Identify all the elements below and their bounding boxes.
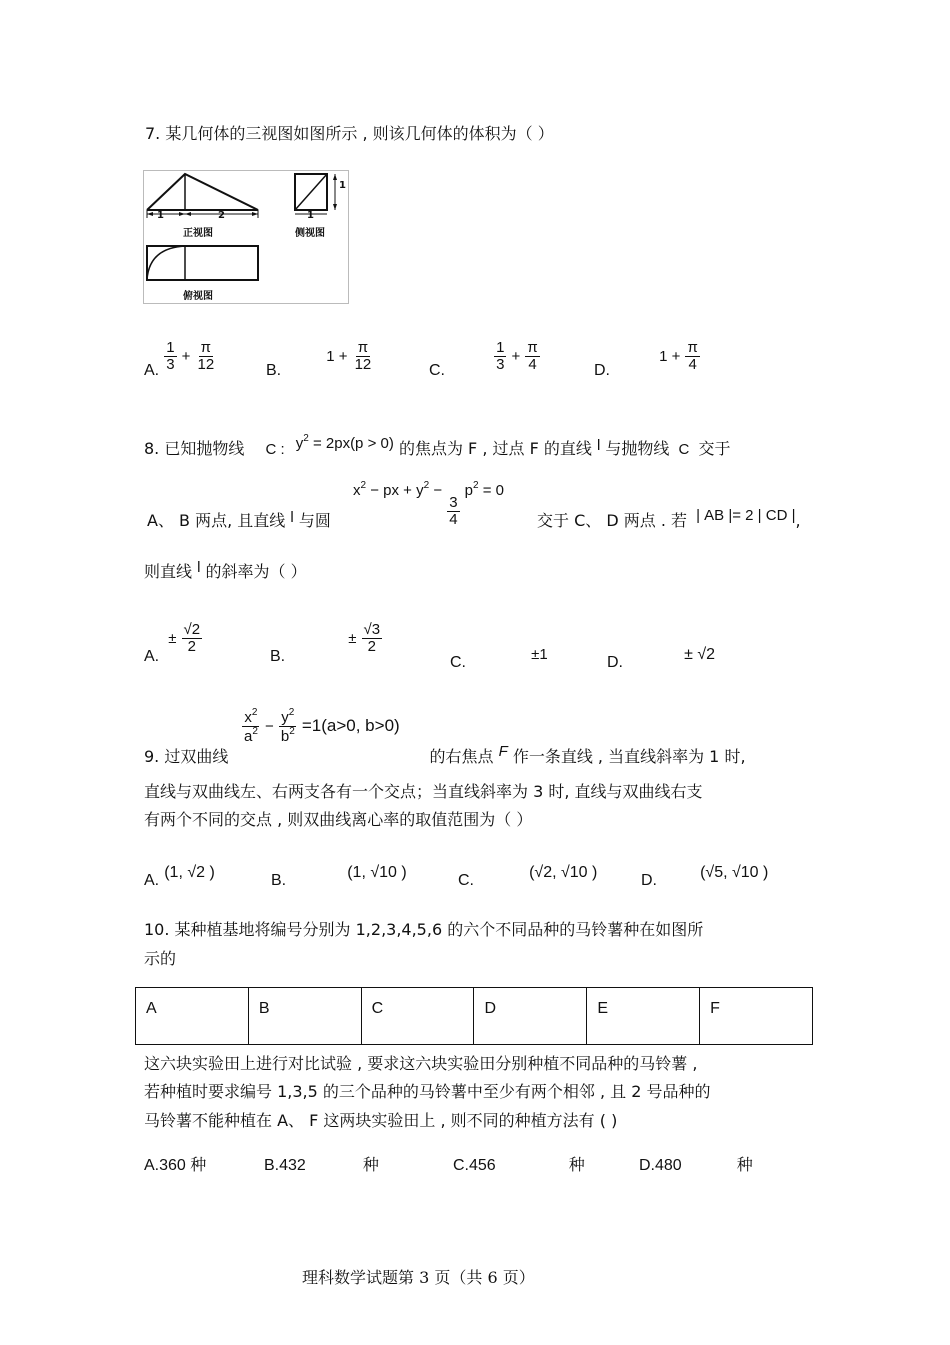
front-view-label: 正视图	[183, 228, 213, 239]
plot-cell: B	[248, 988, 361, 1045]
q7-three-view-figure	[143, 170, 349, 304]
fraction: $\frac{\pi}{12}$	[197, 339, 215, 373]
q9-option-d[interactable]: D. (√5, √10 )	[641, 864, 769, 889]
q8-option-c[interactable]: C. ±1	[450, 646, 548, 671]
plot-cell: A	[136, 988, 249, 1045]
q9-line-2: 直线与双曲线左、右两支各有一个交点；当直线斜率为 3 时, 直线与双曲线右支	[144, 782, 703, 801]
q9-line-1: 9. 过双曲线 的右焦点 F 作一条直线 , 当直线斜率为 1 时,	[144, 743, 746, 766]
plot-cell: F	[700, 988, 813, 1045]
q8-line-1: 8. 已知抛物线 C : $y^2 = 2px(p > 0)$ 的焦点为 F , 过点 F 的直线 l 与抛物线 C 交于	[144, 433, 731, 458]
q8-line-2: A、 B 两点, 且直线 l 与圆	[147, 509, 331, 530]
q10-option-b[interactable]: B.432 种	[264, 1155, 379, 1174]
q9-option-c[interactable]: C. (√2, √10 )	[458, 864, 598, 889]
front-dim-1: 1	[157, 210, 164, 221]
q10-option-c[interactable]: C.456 种	[453, 1155, 585, 1174]
q10-option-a[interactable]: A.360 种	[144, 1157, 207, 1174]
q7-option-a[interactable]: A. $\frac{1}{3}$ + $\frac{\pi}{12}$	[144, 339, 215, 379]
side-dim-height: 1	[339, 180, 346, 191]
q8-option-a[interactable]: A. ± $\frac{√2}{2}$	[144, 621, 201, 665]
table-row	[136, 988, 813, 1045]
q10-line-4: 若种植时要求编号 1,3,5 的三个品种的马铃薯中至少有两个相邻 , 且 2 号品种的	[144, 1082, 711, 1101]
q9-hyperbola-equation: $\frac{x^2}{a^2}$ − $\frac{y^2}{b^2}$ =1(a>0, b>0)	[244, 707, 400, 745]
q9-option-b[interactable]: B. (1, √10 )	[271, 864, 407, 889]
plot-cell: C	[361, 988, 474, 1045]
q10-line-5: 马铃薯不能种植在 A、 F 这两块实验田上 , 则不同的种植方法有 ( )	[144, 1111, 618, 1130]
experiment-plots-table	[135, 987, 813, 1045]
q10-option-d[interactable]: D.480 种	[639, 1155, 753, 1174]
q8-line-3: 则直线 l 的斜率为（ ）	[144, 559, 307, 581]
plot-cell: D	[474, 988, 587, 1045]
q7-option-d[interactable]: D. 1 + $\frac{\pi}{4}$	[594, 339, 698, 379]
fraction: $\frac{1}{3}$	[166, 339, 175, 373]
q9-line-3: 有两个不同的交点 , 则双曲线离心率的取值范围为（ ）	[144, 810, 533, 829]
fraction: $\frac{√3}{2}$	[363, 621, 381, 655]
q10-line-3: 这六块实验田上进行对比试验 , 要求这六块实验田分别种植不同品种的马铃薯 ,	[144, 1054, 698, 1073]
q10-line-1: 10. 某种植基地将编号分别为 1,2,3,4,5,6 的六个不同品种的马铃薯种在如图所	[144, 920, 704, 939]
top-view-label: 俯视图	[183, 291, 213, 302]
q8-option-d[interactable]: D. ± √2	[607, 646, 715, 671]
q8-line-2-tail: 交于 C、 D 两点 . 若 | AB |= 2 | CD |,	[537, 507, 801, 530]
q8-option-b[interactable]: B. ± $\frac{√3}{2}$	[270, 621, 381, 665]
fraction: $\frac{\pi}{4}$	[687, 339, 698, 373]
front-dim-2: 2	[218, 210, 225, 221]
fraction: $\frac{\pi}{12}$	[354, 339, 372, 373]
fraction: $\frac{\pi}{4}$	[527, 339, 538, 373]
q7-stem: 7. 某几何体的三视图如图所示 , 则该几何体的体积为（ ）	[145, 124, 554, 143]
q10-line-2: 示的	[144, 949, 177, 968]
fraction: $\frac{1}{3}$	[496, 339, 505, 373]
side-dim-bottom: 1	[307, 210, 314, 221]
q8-circle-equation: $x^2$ − px + $y^2$ − $\frac{3}{4}$ $p^2 = 0$	[353, 480, 504, 528]
q9-option-a[interactable]: A. (1, √2 )	[144, 864, 215, 889]
side-view-label: 侧视图	[295, 228, 325, 239]
q7-option-b[interactable]: B. 1 + $\frac{\pi}{12}$	[266, 339, 372, 379]
q7-option-c[interactable]: C. $\frac{1}{3}$ + $\frac{\pi}{4}$	[429, 339, 538, 379]
fraction: $\frac{√2}{2}$	[183, 621, 201, 655]
page-footer: 理科数学试题第 3 页（共 6 页）	[302, 1268, 535, 1287]
plot-cell: E	[587, 988, 700, 1045]
